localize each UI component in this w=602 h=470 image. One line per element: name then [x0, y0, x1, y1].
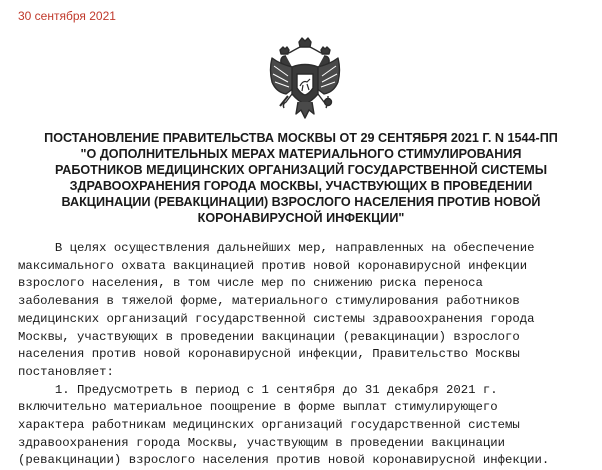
body-line: Москвы, участвующих в проведении вакцинации (ревакцинации) взрослого — [18, 329, 520, 344]
body-line: (ревакцинации) взрослого населения против новой коронавирусной инфекции. — [18, 453, 550, 468]
body-line: здравоохранения города Москвы, участвующим в проведении вакцинации — [18, 435, 506, 450]
body-line: населения против новой коронавирусной инфекции, Правительство Москвы — [18, 347, 520, 362]
document-date: 30 сентября 2021 — [18, 9, 116, 23]
body-line: медицинских организаций государственной системы здравоохранения города — [18, 311, 535, 326]
title-line: ЗДРАВООХРАНЕНИЯ ГОРОДА МОСКВЫ, УЧАСТВУЮЩИХ В ПРОВЕДЕНИИ — [69, 179, 533, 193]
title-line: РАБОТНИКОВ МЕДИЦИНСКИХ ОРГАНИЗАЦИЙ ГОСУДАРСТВЕННОЙ СИСТЕМЫ — [54, 163, 548, 177]
document-body — [18, 240, 602, 470]
title-line: "О ДОПОЛНИТЕЛЬНЫХ МЕРАХ МАТЕРИАЛЬНОГО СТИМУЛИРОВАНИЯ — [80, 147, 522, 161]
body-line: В целях осуществления дальнейших мер, направленных на обеспечение — [18, 241, 535, 255]
body-line: включительно материальное поощрение в форме выплат стимулирующего — [18, 400, 498, 415]
document-title — [0, 130, 602, 226]
body-line: заболевания в тяжелой форме, материального стимулирования работников — [18, 294, 520, 309]
body-line: взрослого населения, в том числе мер по снижению риска переноса — [18, 276, 483, 291]
body-line: постановляет: — [18, 364, 114, 379]
title-line: ВАКЦИНАЦИИ (РЕВАКЦИНАЦИИ) ВЗРОСЛОГО НАСЕЛЕНИЯ ПРОТИВ НОВОЙ — [61, 195, 541, 209]
title-line: КОРОНАВИРУСНОЙ ИНФЕКЦИИ" — [197, 211, 405, 225]
coat-of-arms-icon — [266, 36, 344, 126]
body-line: максимального охвата вакцинацией против новой коронавирусной инфекции — [18, 258, 528, 273]
title-line: ПОСТАНОВЛЕНИЕ ПРАВИТЕЛЬСТВА МОСКВЫ ОТ 29 СЕНТЯБРЯ 2021 Г. N 1544-ПП — [44, 131, 558, 145]
body-line: 1. Предусмотреть в период с 1 сентября до 31 декабря 2021 г. — [18, 382, 498, 397]
body-line: характера работникам медицинских организаций государственной системы — [18, 418, 520, 433]
